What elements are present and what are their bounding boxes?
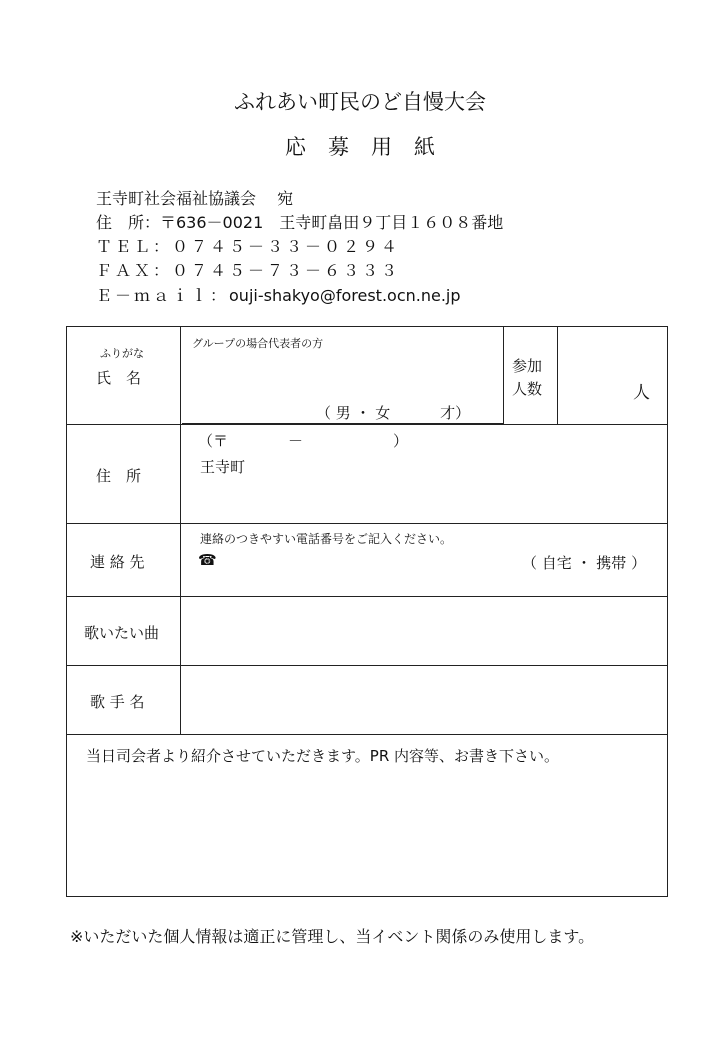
town-prefix: 王寺町 <box>200 458 246 476</box>
table-border <box>66 596 668 597</box>
singer-label: 歌 手 名 <box>90 693 145 711</box>
recipient-name: 王寺町社会福祉協議会 宛 <box>96 189 294 208</box>
recipient-email-line <box>96 283 461 306</box>
phone-type-field[interactable]: （ 自宅 ・ 携帯 ） <box>522 554 647 572</box>
contact-label: 連 絡 先 <box>90 553 145 571</box>
table-border <box>66 424 668 425</box>
table-border <box>503 326 504 425</box>
table-border <box>180 326 181 735</box>
form-title: 応募用紙 <box>285 135 457 159</box>
contact-note: 連絡のつきやすい電話番号をご記入ください。 <box>200 532 453 546</box>
participants-unit: 人 <box>633 383 650 403</box>
table-border <box>66 326 67 897</box>
name-label: 氏 名 <box>96 369 142 387</box>
phone-icon: ☎ <box>198 551 217 569</box>
group-note: グループの場合代表者の方 <box>192 337 324 350</box>
table-border <box>66 665 668 666</box>
recipient-fax: ＦＡＸ：０７４５－７３－６３３３ <box>96 261 401 280</box>
email-label: Ｅ－ｍａｉｌ： <box>96 286 230 305</box>
address-label: 住 所 <box>96 467 142 485</box>
participants-label-line1: 参加 <box>512 357 543 375</box>
email-address[interactable]: ouji-shakyo@forest.ocn.ne.jp <box>229 286 461 305</box>
table-border <box>66 326 668 327</box>
table-border <box>66 734 668 735</box>
table-border <box>66 523 668 524</box>
postal-code-field[interactable]: （〒 － ） <box>198 432 409 450</box>
furigana-label: ふりがな <box>100 347 144 360</box>
pr-note: 当日司会者より紹介させていただきます。PR 内容等、お書き下さい。 <box>86 747 560 765</box>
page-title: ふれあい町民のど自慢大会 <box>234 90 486 114</box>
recipient-tel: ＴＥＬ：０７４５－３３－０２９４ <box>96 237 401 256</box>
name-field-underline <box>182 423 504 424</box>
table-border <box>557 326 558 425</box>
gender-age-field[interactable]: （ 男 ・ 女 才） <box>316 404 471 422</box>
participants-label-line2: 人数 <box>512 380 543 398</box>
recipient-address: 住 所：〒636－0021 王寺町畠田９丁目１６０８番地 <box>96 213 504 232</box>
privacy-note: ※いただいた個人情報は適正に管理し、当イベント関係のみ使用します。 <box>70 927 595 946</box>
table-border <box>667 326 668 897</box>
table-border <box>66 896 668 897</box>
song-label: 歌いたい曲 <box>84 624 160 642</box>
